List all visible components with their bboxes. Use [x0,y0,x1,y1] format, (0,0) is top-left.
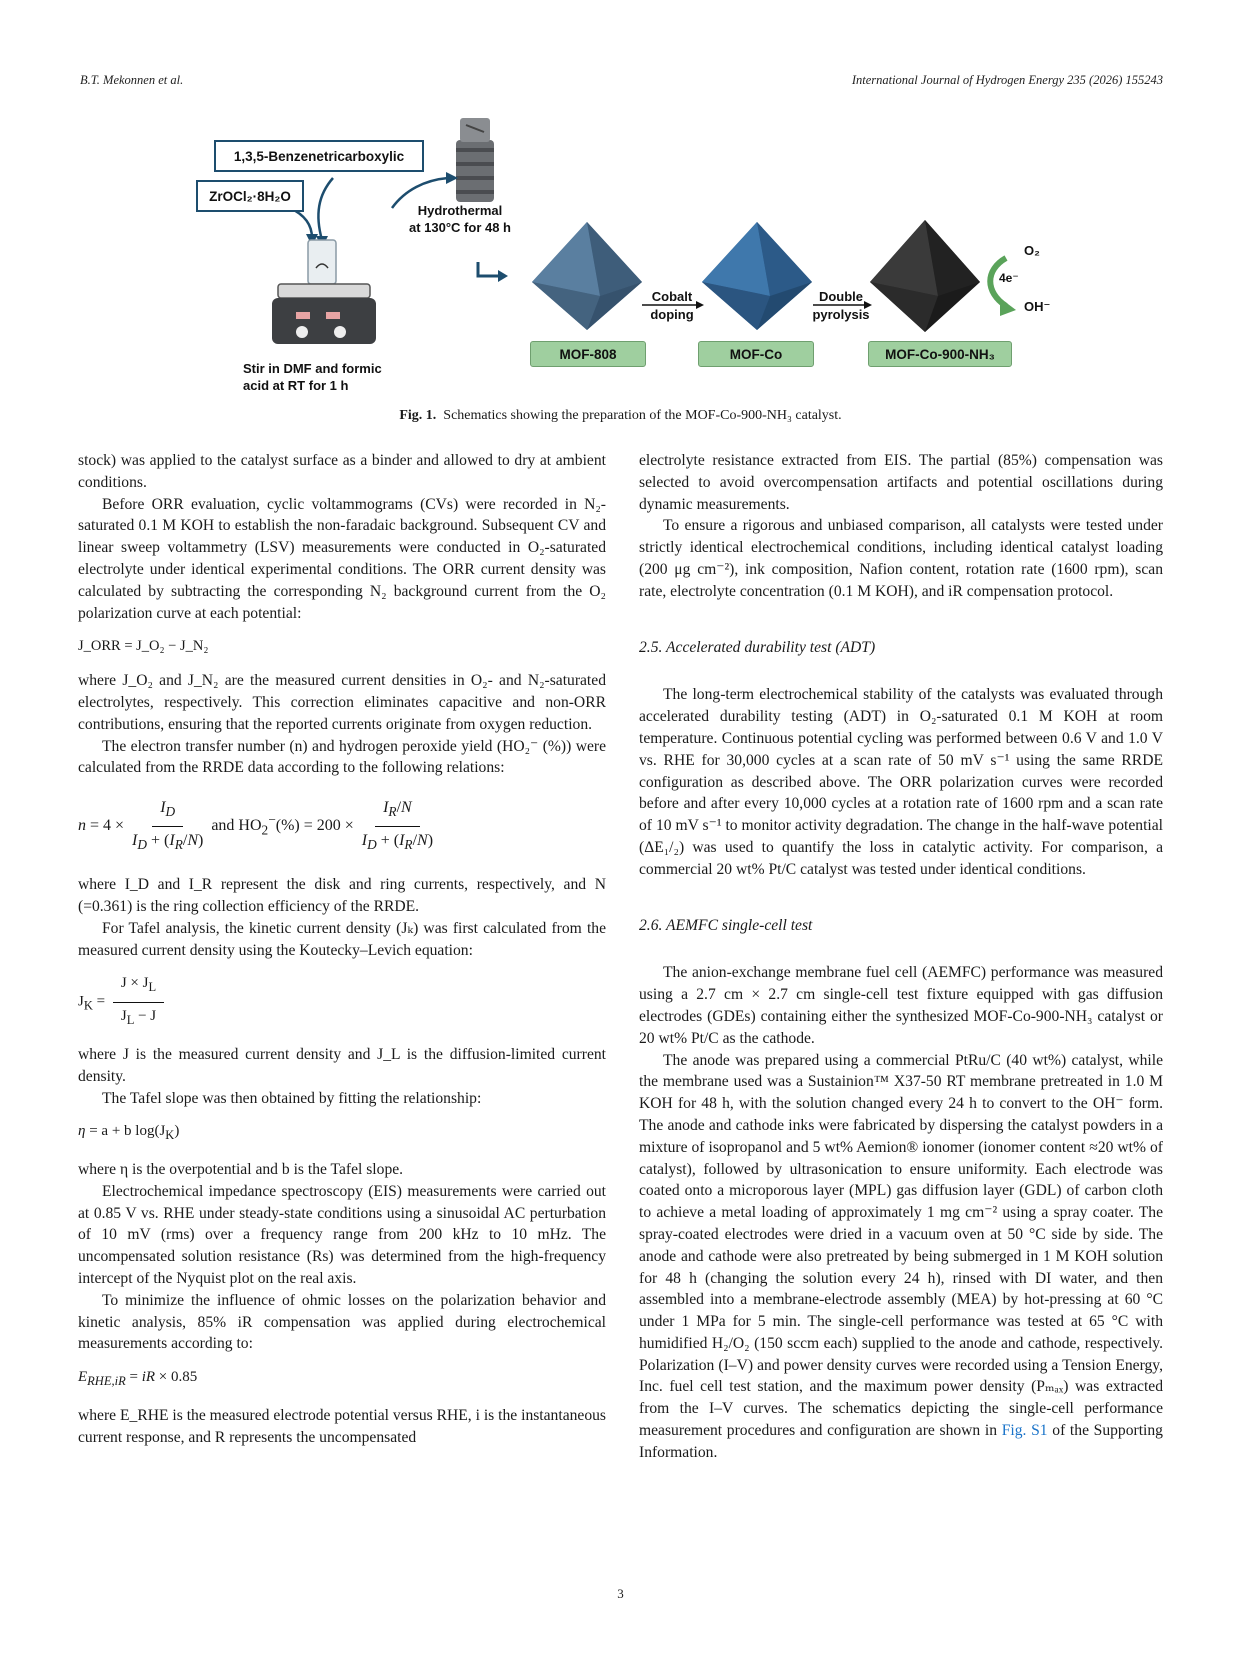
mof-co-tag: MOF-Co [698,341,814,367]
running-header-authors: B.T. Mekonnen et al. [80,73,184,87]
paragraph-text: The anode was prepared using a commercial PtRu/C (40 wt%) catalyst, while the membrane used was a Sustainion™ X37-50 RT membrane pretreated in 1.0 M KOH for 48 h, with the solution changed every 24 h to convert to the OH⁻ form. The anode and cathode inks were fabricated by dispersing the catalyst powders in a mixture of isopropanol and 5 wt% Aemion® ionomer (ionomer content ≈20 wt% of catalyst), followed by ultrasonication to ensure uniformity. Each electrode was coated onto a microporous layer (MPL) gas diffusion layer (GDL) of carbon cloth to achieve a metal loading of approximately 1 mg cm⁻² using a spray coater. The spray-coated electrodes were dried in a vacuum oven at 50 °C side by side. The anode and cathode were also pretreated by being submerged in 1 M KOH solution for 48 h (changing the solution every 24 h), rinsed with DI water, and then assembled into a membrane-electrode assembly (MEA) by hot-pressing at 60 °C under 1 MPa for 5 min. The single-cell performance was tested at 65 °C with humidified H₂/O₂ (150 sccm each) supplied to the anode and cathode, respectively. Polarization (I–V) and power density curves were recorded using a Tension Energy, Inc. fuel cell test station, and the maximum power density (Pₘₐₓ) was extracted from the I–V curves. The schematics depicting the single-cell performance measurement procedures and configuration are shown in [639,1051,1163,1440]
paragraph: where J is the measured current density and J_L is the diffusion-limited current density. [78,1045,606,1085]
paragraph: For Tafel analysis, the kinetic current density (Jₖ) was first calculated from the measured current density using the Koutecky–Levich equation: [78,919,606,959]
hydrothermal-label [408,202,512,236]
paragraph: To minimize the influence of ohmic losses on the polarization behavior and kinetic analysis, 85% iR compensation was applied during electrochemical measurements according to: [78,1291,606,1353]
mof-co-crystal-icon [702,222,812,330]
stirrer-plate-icon [272,284,376,344]
paragraph: stock) was applied to the catalyst surface as a binder and allowed to dry at ambient conditions. [78,452,606,491]
reagent-zrocl2-label: ZrOCl₂·8H₂O [196,180,304,212]
cobalt-line2: doping [650,307,694,322]
mof-co-900-nh3-tag: MOF-Co-900-NH₃ [868,341,1012,367]
section-heading-2-5: 2.5. Accelerated durability test (ADT) [639,638,876,656]
paragraph-text: of the Supporting Information. [639,1422,1163,1461]
reagent-btc-label: 1,3,5-Benzenetricarboxylic [214,140,424,172]
page-number: 3 [617,1586,624,1601]
schematic-graphics [0,0,1241,400]
mof-co-900-nh3-crystal-icon [870,220,980,332]
equation-koutecky-levich: $J_K$ = $\frac{J \times J_L}{J_L - J}$ [78,973,606,1032]
hydrothermal-line1: Hydrothermal [417,203,503,218]
equation-tafel: η = a + b $\log(J_K)$ [78,1123,180,1143]
paragraph: electrolyte resistance extracted from EIS. The partial (85%) compensation was selected to avoid overcompensation artifacts and potential oscillations during dynamic measurements. [639,452,1163,513]
equation-ir-compensation: $E_{RHE,iR}$ = iR × 0.85 [78,1369,198,1389]
paragraph: The anion-exchange membrane fuel cell (AEMFC) performance was measured using a 2.7 cm × 2.7 cm single-cell test fixture equipped with gas diffusion electrodes (GDEs) containing either the synthesized MOF-Co-900-NH₃ catalyst or 20 wt% Pt/C as the cathode. [639,964,1163,1047]
equation-jorr: J_ORR = J_O₂ − J_N₂ [78,638,209,655]
cobalt-doping-label [643,288,701,323]
mof-808-tag: MOF-808 [530,341,646,367]
o2-label: O₂ [1024,243,1040,258]
paragraph: The electron transfer number (n) and hydrogen peroxide yield (HO₂⁻ (%)) were calculated from the RRDE data according to the following relations: [78,737,606,777]
paragraph: where I_D and I_R represent the disk and ring currents, respectively, and N (=0.361) is the ring collection efficiency of the RRDE. [78,876,606,915]
oh-label: OH⁻ [1024,299,1051,314]
paragraph: where η is the overpotential and b is the Tafel slope. [78,1161,404,1179]
double-line1: Double [818,289,864,304]
paragraph: To ensure a rigorous and unbiased comparison, all catalysts were tested under strictly identical electrochemical conditions, including identical catalyst loading (200 μg cm⁻²), ink composition, Nafion content, rotation rate (1600 rpm), scan rate, electrolyte concentration (0.1 M KOH), and iR compensation protocol. [639,517,1163,600]
stir-line1: Stir in DMF and formic [243,361,382,376]
caption-label: Fig. 1. [399,408,437,423]
cobalt-line1: Cobalt [651,289,693,304]
right-column [639,450,1163,1464]
left-column [78,450,606,1449]
figure-s1-link[interactable]: Fig. S1 [1001,1422,1048,1440]
four-electron-label: 4e⁻ [999,271,1019,285]
autoclave-icon [456,118,494,202]
figure-caption [0,408,1241,424]
stir-label [243,360,382,394]
equation-electron-transfer: n = 4 × $\frac{I_D}{I_D + (I_R/N)}$ and $HO_2^-(\%) = 200$ × $\frac{I_R/N}{I_D + (I_R/N)}$ [78,799,434,853]
double-pyrolysis-label [808,288,874,323]
paragraph [639,1050,1163,1464]
paragraph: where E_RHE is the measured electrode potential versus RHE, i is the instantaneous current response, and R represents the uncompensated [78,1407,606,1446]
paragraph: Before ORR evaluation, cyclic voltammograms (CVs) were recorded in N₂-saturated 0.1 M KOH to establish the non-faradaic background. Subsequent CV and linear sweep voltammetry (LSV) measurements were conducted in O₂-saturated electrolyte under identical experimental conditions. The ORR current density was calculated by subtracting the corresponding N₂ background current from the O₂ polarization curve at each potential: [78,495,606,622]
paragraph: Electrochemical impedance spectroscopy (EIS) measurements were carried out at 0.85 V vs. RHE under steady-state conditions using a sinusoidal AC perturbation of 10 mV (rms) over a frequency range from 200 kHz to 10 mHz. The uncompensated solution resistance (Rs) was determined from the high-frequency intercept of the Nyquist plot on the real axis. [78,1182,606,1288]
double-line2: pyrolysis [812,307,870,322]
paragraph: The Tafel slope was then obtained by fitting the relationship: [102,1089,482,1107]
section-heading-2-6: 2.6. AEMFC single-cell test [639,916,813,934]
hydrothermal-line2: at 130°C for 48 h [408,220,511,235]
paragraph: The long-term electrochemical stability of the catalysts was evaluated through accelerated durability testing (ADT) in O₂-saturated 0.1 M KOH at room temperature. Continuous potential cycling was performed between 0.6 V and 1.0 V vs. RHE for 30,000 cycles at a scan rate of 50 mV s⁻¹ using the same RRDE configuration as described above. The ORR polarization curves were recorded before and after every 10,000 cycles at a rotation rate of 1600 rpm and a scan rate of 10 mV s⁻¹ to monitor activity degradation. The change in the half-wave potential (ΔE₁/₂) was used to quantify the loss in catalytic activity. For comparison, a commercial 20 wt% Pt/C catalyst was tested under identical conditions. [639,686,1163,878]
paragraph: where J_O₂ and J_N₂ are the measured current densities in O₂- and N₂-saturated electrolytes, respectively. This correction eliminates capacitive and non-ORR contributions, ensuring that the reported currents originate from oxygen reduction. [78,672,606,733]
caption-text: Schematics showing the preparation of the MOF-Co-900-NH₃ catalyst. [443,408,842,423]
mof-808-crystal-icon [532,222,642,330]
stir-line2: acid at RT for 1 h [243,378,349,393]
running-header-journal: International Journal of Hydrogen Energy 235 (2026) 155243 [851,73,1163,87]
figure-1-schematic [0,0,1241,400]
beaker-icon [308,240,336,284]
